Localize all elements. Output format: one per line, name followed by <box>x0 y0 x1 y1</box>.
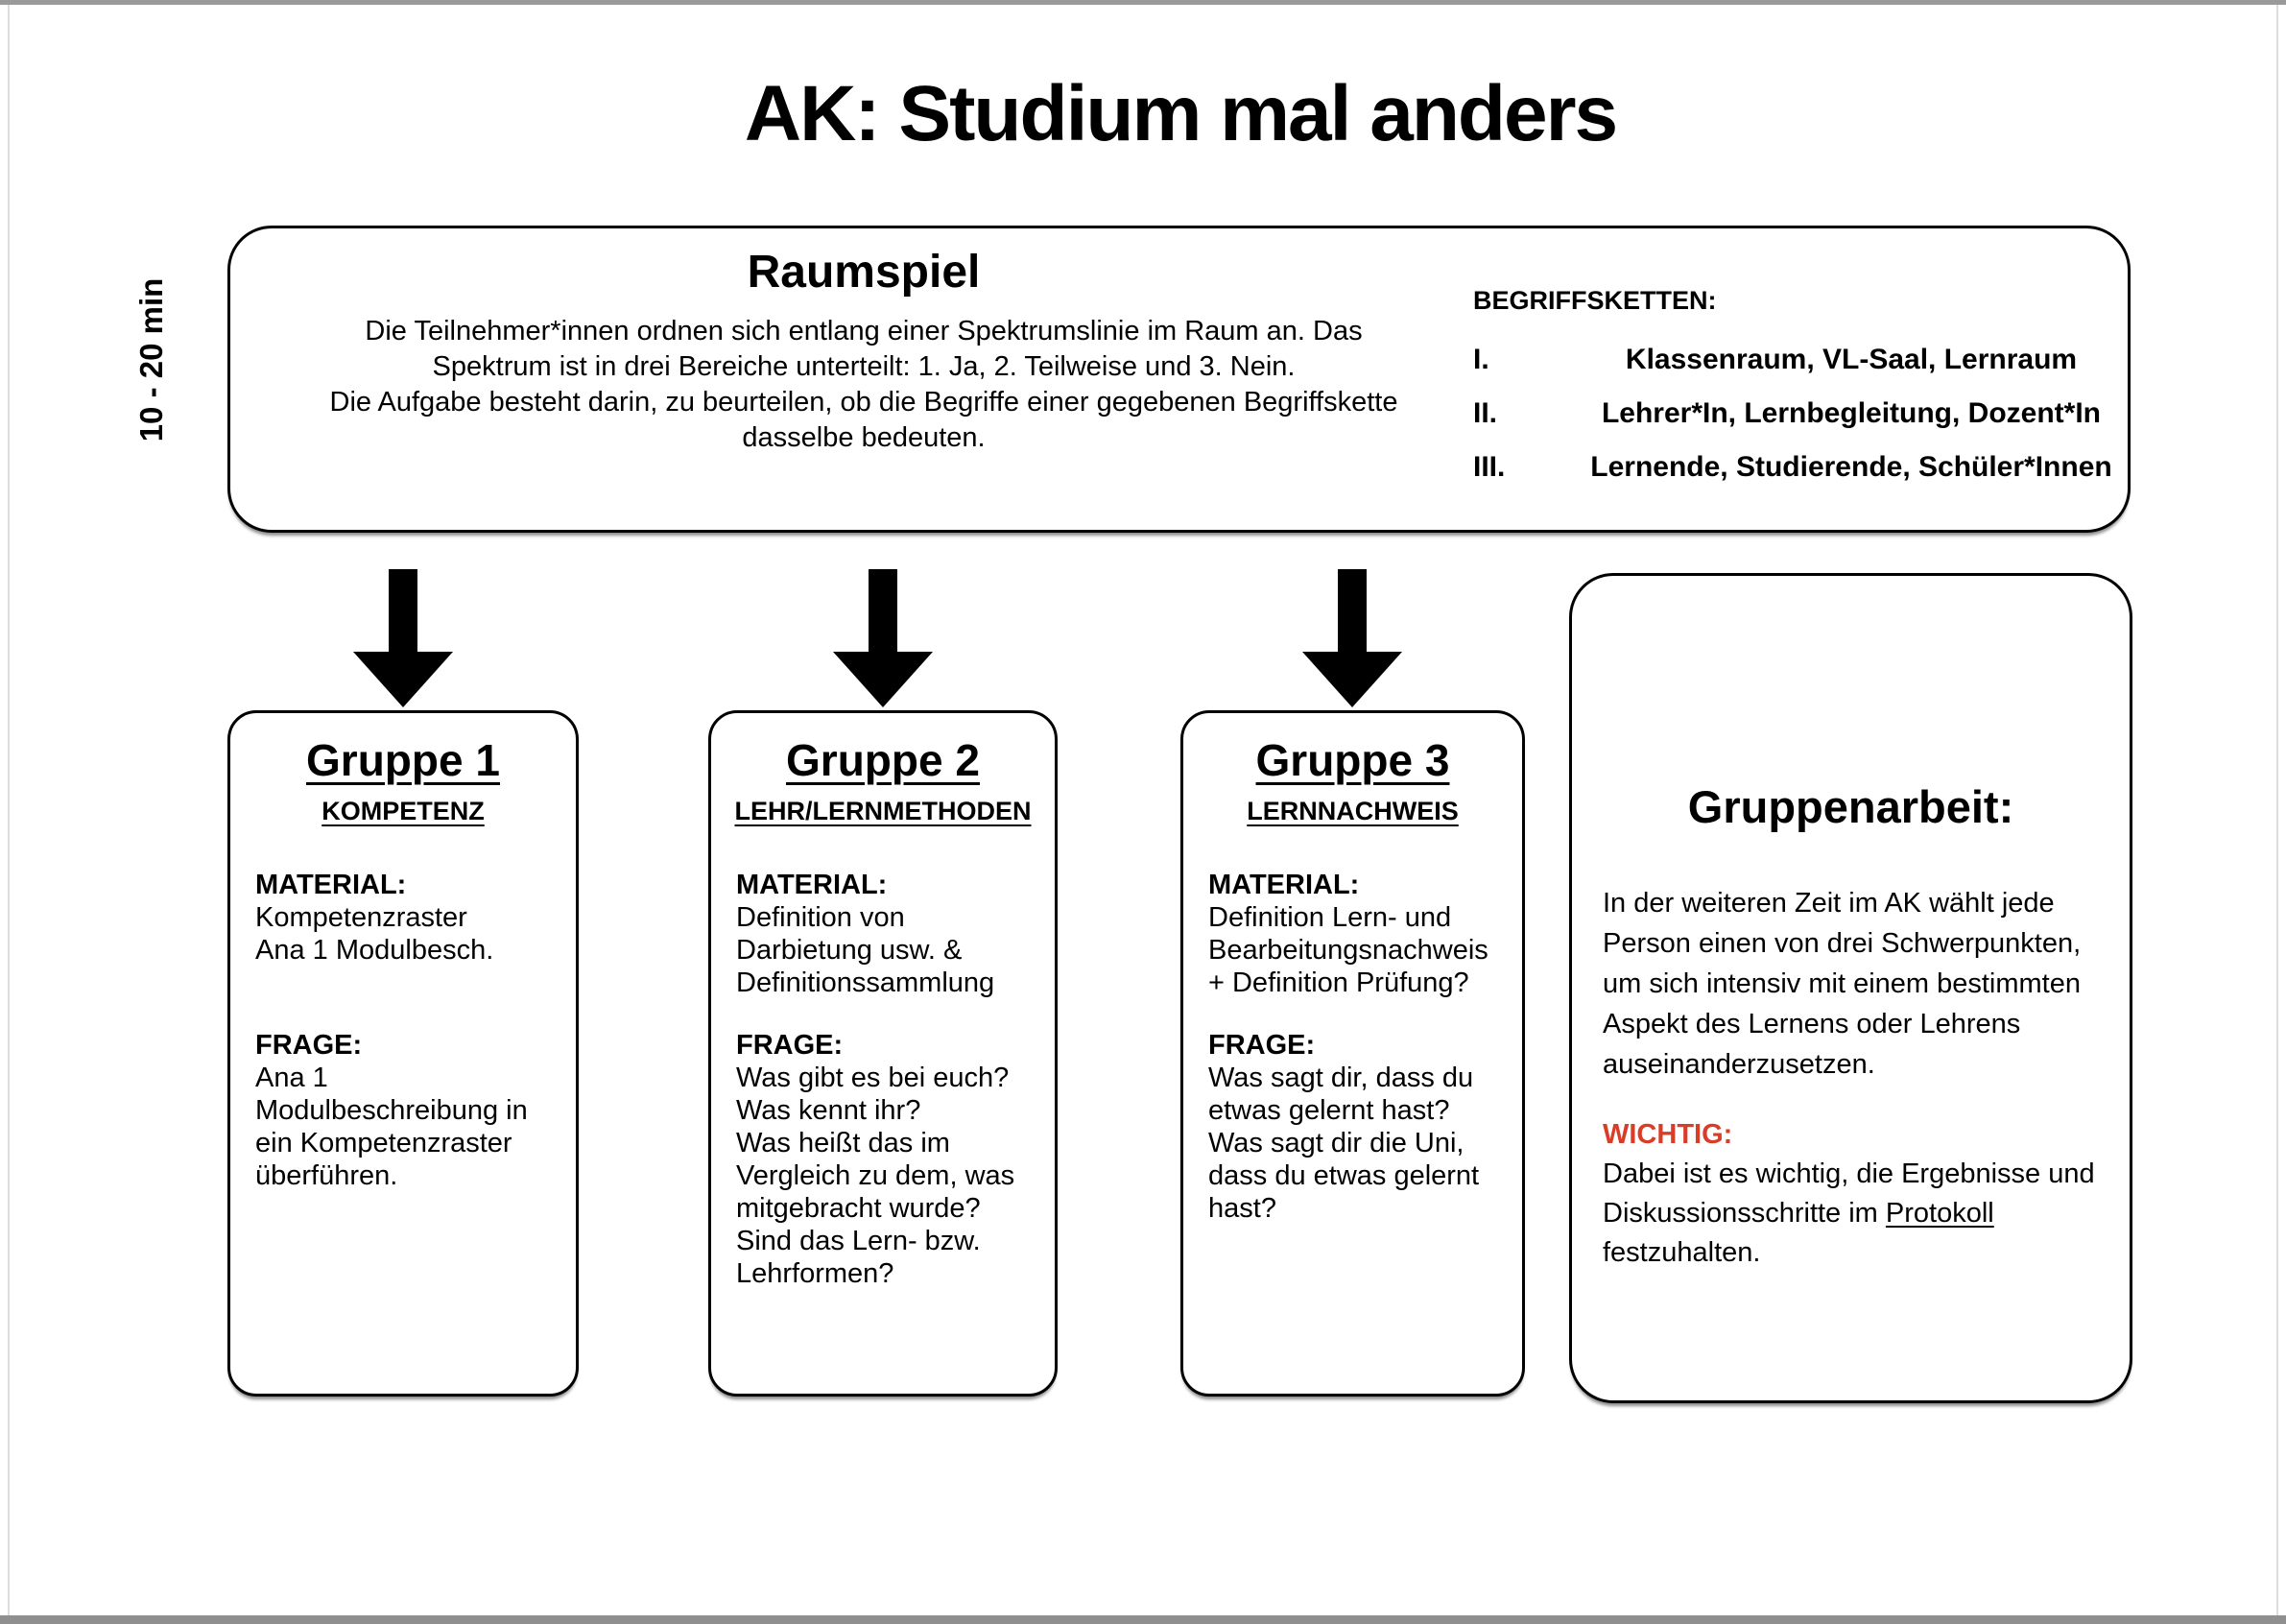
material-line: Definition von <box>736 902 905 933</box>
material-line: Definitionssammlung <box>736 967 995 998</box>
frage-line: Lehrformen? <box>736 1258 894 1289</box>
material-line: Definition Lern- und <box>1208 902 1452 933</box>
frage-line: Sind das Lern- bzw. <box>736 1226 981 1256</box>
time-duration-label: 10 - 20 min <box>133 277 169 442</box>
frage-label: FRAGE: <box>736 1030 844 1061</box>
group-2-subtitle: LEHR/LERNMETHODEN <box>734 797 1032 825</box>
frage-line: Modulbeschreibung in <box>255 1095 528 1126</box>
raumspiel-description-line: Die Teilnehmer*innen ordnen sich entlang einer Spektrumslinie im Raum an. Das <box>365 315 1363 346</box>
down-arrow-icon <box>353 569 453 707</box>
frage-line: dass du etwas gelernt <box>1208 1160 1480 1191</box>
frage-line: hast? <box>1208 1193 1276 1224</box>
frage-line: mitgebracht wurde? <box>736 1193 981 1224</box>
group-3-material-block <box>1208 869 1509 999</box>
begriffskette-text: Klassenraum, VL-Saal, Lernraum <box>1625 344 2078 375</box>
material-line: Kompetenzraster <box>255 902 467 933</box>
group-3-frage-block <box>1208 1029 1509 1225</box>
raumspiel-box <box>227 226 2131 533</box>
begriffskette-item <box>1473 441 2145 494</box>
begriffskette-item <box>1473 387 2145 441</box>
group-box-3 <box>1180 710 1525 1397</box>
wichtig-label: WICHTIG: <box>1603 1119 1733 1150</box>
material-line: Ana 1 Modulbesch. <box>255 935 494 966</box>
begriffsketten-heading: BEGRIFFSKETTEN: <box>1473 286 1717 315</box>
frage-label: FRAGE: <box>255 1030 363 1061</box>
arrow-shaft <box>1338 569 1367 652</box>
raumspiel-description-block <box>250 248 1478 456</box>
frage-line: ein Kompetenzraster <box>255 1128 512 1158</box>
raumspiel-description-line: dasselbe bedeuten. <box>742 421 986 453</box>
material-line: Bearbeitungsnachweis <box>1208 935 1488 966</box>
window-bottom-bar <box>0 1615 2286 1624</box>
frage-line: Was gibt es bei euch? <box>736 1063 1010 1093</box>
frage-line: Was sagt dir, dass du <box>1208 1063 1474 1093</box>
down-arrow-icon <box>833 569 933 707</box>
material-label: MATERIAL: <box>255 870 407 900</box>
begriffskette-numeral: III. <box>1473 451 1506 483</box>
group-box-2 <box>708 710 1058 1397</box>
group-box-1 <box>227 710 579 1397</box>
wichtig-block <box>1603 1115 2108 1273</box>
wichtig-line: festzuhalten. <box>1603 1237 1761 1268</box>
group-1-material-block <box>255 869 562 967</box>
group-3-subtitle: LERNNACHWEIS <box>1247 797 1459 825</box>
gruppenarbeit-box <box>1569 573 2132 1403</box>
arrow-head <box>833 652 933 707</box>
arrow-head <box>353 652 453 707</box>
frage-label: FRAGE: <box>1208 1030 1316 1061</box>
gruppenarbeit-body <box>1603 883 2108 1085</box>
begriffskette-numeral: II. <box>1473 397 1498 429</box>
wichtig-line-prefix: Diskussionsschritte im <box>1603 1198 1886 1229</box>
begriffskette-text: Lernende, Studierende, Schüler*Innen <box>1590 451 2112 483</box>
page-left-edge <box>8 5 10 1615</box>
group-2-material-block <box>736 869 1041 999</box>
wichtig-line <box>1603 1194 2108 1233</box>
gruppenarbeit-body-line: auseinanderzusetzen. <box>1603 1049 1875 1080</box>
slide-title: AK: Studium mal anders <box>744 70 1617 157</box>
arrow-shaft <box>389 569 417 652</box>
frage-line: Was sagt dir die Uni, <box>1208 1128 1464 1158</box>
frage-line: Vergleich zu dem, was <box>736 1160 1015 1191</box>
gruppenarbeit-body-line: Person einen von drei Schwerpunkten, <box>1603 928 2082 959</box>
protokoll-link: Protokoll <box>1885 1198 1994 1229</box>
begriffskette-item <box>1473 333 2145 387</box>
group-1-subtitle: KOMPETENZ <box>321 797 485 825</box>
group-2-frage-block <box>736 1029 1041 1290</box>
material-label: MATERIAL: <box>1208 870 1360 900</box>
frage-line: überführen. <box>255 1160 398 1191</box>
window-top-bar <box>0 0 2286 5</box>
frage-line: etwas gelernt hast? <box>1208 1095 1450 1126</box>
gruppenarbeit-body-line: In der weiteren Zeit im AK wählt jede <box>1603 888 2055 919</box>
arrow-shaft <box>869 569 897 652</box>
frage-line: Ana 1 <box>255 1063 328 1093</box>
group-3-title: Gruppe 3 <box>1255 735 1450 785</box>
page-right-edge <box>2276 5 2278 1615</box>
arrow-head <box>1302 652 1402 707</box>
material-line: Darbietung usw. & <box>736 935 963 966</box>
group-1-frage-block <box>255 1029 562 1192</box>
material-label: MATERIAL: <box>736 870 888 900</box>
begriffskette-numeral: I. <box>1473 344 1489 375</box>
begriffsketten-block <box>1473 286 2145 494</box>
group-2-title: Gruppe 2 <box>786 735 980 785</box>
raumspiel-description-line: Die Aufgabe besteht darin, zu beurteilen, ob die Begriffe einer gegebenen Begriffskette <box>329 386 1398 418</box>
gruppenarbeit-body-line: um sich intensiv mit einem bestimmten <box>1603 968 2081 999</box>
wichtig-line: Dabei ist es wichtig, die Ergebnisse und <box>1603 1158 2095 1189</box>
material-line: + Definition Prüfung? <box>1208 967 1469 998</box>
raumspiel-description-line: Spektrum ist in drei Bereiche unterteilt: 1. Ja, 2. Teilweise und 3. Nein. <box>432 350 1296 382</box>
begriffskette-text: Lehrer*In, Lernbegleitung, Dozent*In <box>1601 397 2102 429</box>
group-1-title: Gruppe 1 <box>306 735 500 785</box>
frage-line: Was kennt ihr? <box>736 1095 921 1126</box>
raumspiel-title: Raumspiel <box>747 247 981 298</box>
down-arrow-icon <box>1302 569 1402 707</box>
gruppenarbeit-title: Gruppenarbeit: <box>1687 781 2014 832</box>
gruppenarbeit-body-line: Aspekt des Lernens oder Lehrens <box>1603 1009 2021 1039</box>
frage-line: Was heißt das im <box>736 1128 950 1158</box>
